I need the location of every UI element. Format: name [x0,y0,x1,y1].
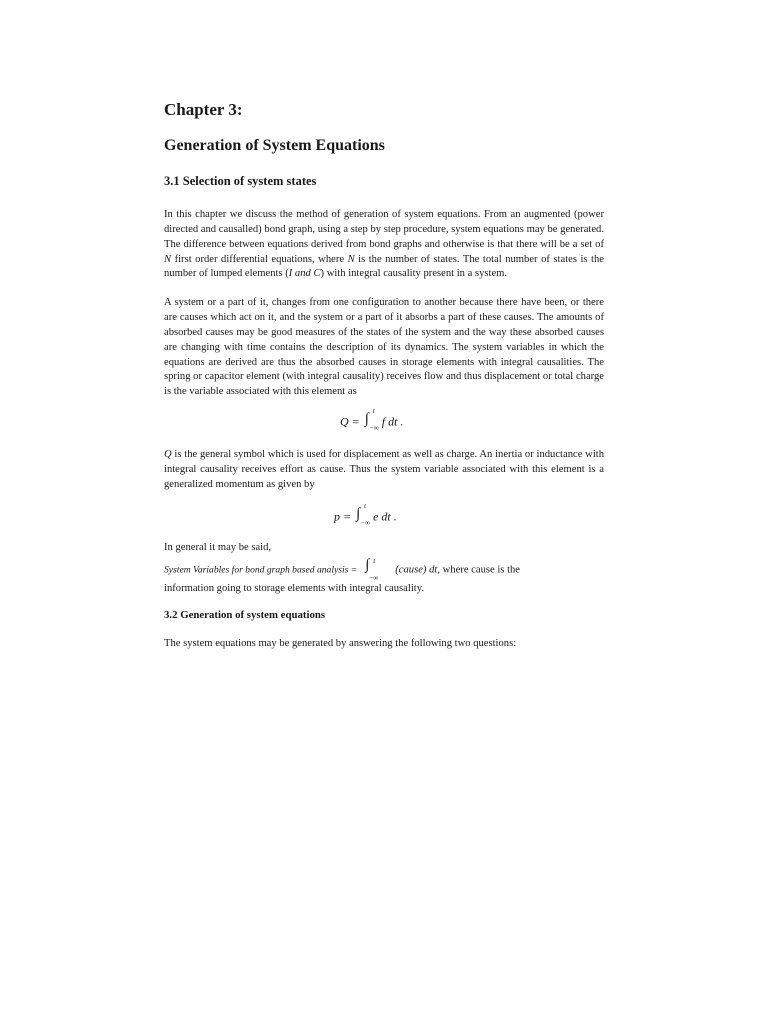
paragraph-storage: information going to storage elements with integral causality. [164,582,424,594]
text-run: ) with integral causality present in a system. [320,268,508,280]
equation-p [164,501,604,529]
integral-symbol: ∫ t −∞ [364,407,379,433]
paragraph-general: In general it may be said, [164,541,272,553]
var-n: N [164,253,172,265]
paragraph-q-definition [164,448,604,493]
equation-lhs: Q = [340,414,360,429]
text-run: first order differential equations, where [171,253,348,265]
paragraph-states: A system or a part of it, changes from one configuration to another because there have been, or there are causes which act on it, and the system or a part of it absorbs a part of these causes. The amounts of absorbed causes may be good measures of the states of the system and the way these absorbed causes are changing with time contains the description of its dynamics. The system variables in which the equations are derived are thus the absorbed causes in storage elements with integral causalities. The spring or capacitor element (with integral causality) receives flow and thus displacement or total charge is the variable associated with this element as [164,297,604,398]
text-run: where cause is the [440,563,521,575]
var-n: N [347,253,355,265]
var-q: Q [164,449,172,461]
integral-symbol: ∫ t −∞ [356,501,371,527]
integral-symbol: ∫ t −∞ [365,556,379,582]
text-run: In this chapter we discuss the method of generation of system equations. From an augmented (power directed and causalled) bond graph, using a step by step procedure, system equations may be generated. The difference between equations derived from bond graphs and otherwise is that there will be a set of [164,209,604,250]
chapter-label: Chapter 3: [164,100,243,119]
text-run: is the number of states. The total number of states is the number of lumped elements ( [164,253,604,280]
text-run: is the general symbol which is used for displacement as well as charge. An inertia or inductance with integral causality receives effort as cause. Thus the system variable associated with this element is a generalized momentum as given by [164,449,604,490]
paragraph-intro [164,208,604,282]
equation-body: f dt . [381,414,404,429]
equation-q [164,407,604,434]
section-heading-3-1: 3.1 Selection of system states [164,174,317,188]
system-variables-phrase: System Variables for bond graph based analysis = [164,563,358,575]
var-i-and-c: I and C [288,268,321,280]
paragraph-questions: The system equations may be generated by answering the following two questions: [164,637,517,649]
paragraph-system-variables [164,556,604,582]
equation-body: e dt . [373,509,397,524]
cause-term: (cause) dt, [395,563,440,575]
chapter-title: Generation of System Equations [164,137,385,154]
equation-lhs: p = [334,509,352,524]
page-content [164,98,604,651]
section-heading-3-2: 3.2 Generation of system equations [164,608,326,621]
